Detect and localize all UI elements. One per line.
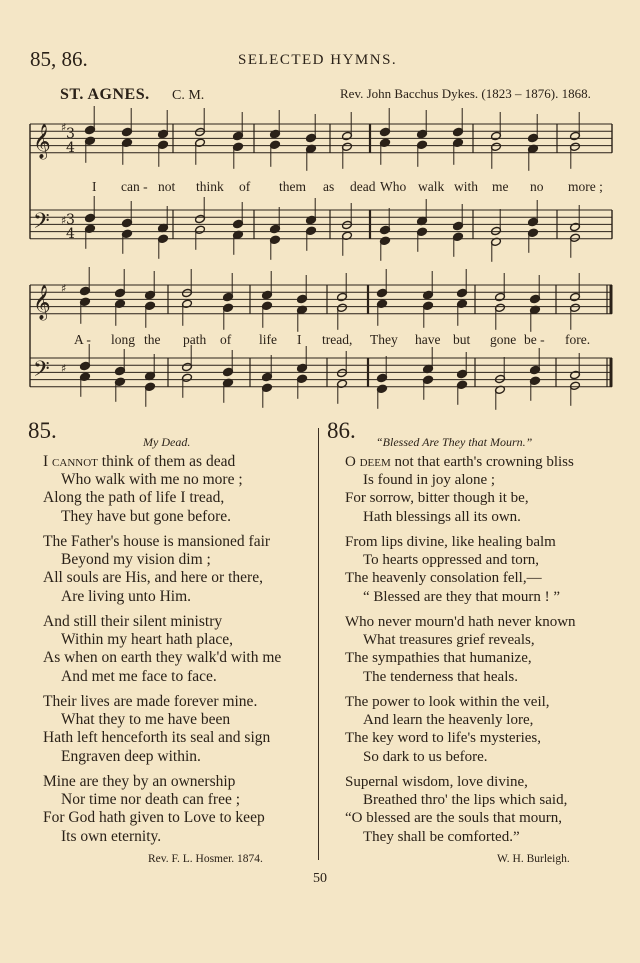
- lyric-line-1-syllable: dead: [350, 179, 376, 194]
- time-signature-top: 3: [66, 212, 75, 228]
- verse-line: And still their silent ministry: [43, 613, 223, 630]
- lyric-line-2-syllable: life: [259, 332, 277, 347]
- verse-line: Is found in joy alone ;: [363, 472, 496, 489]
- lyric-line-1-syllable: can -: [121, 179, 148, 194]
- hymn-85-stanza-2: [43, 533, 270, 606]
- verse-line: The heavenly consolation fell,—: [345, 570, 542, 587]
- lyric-line-2-syllable: of: [220, 332, 232, 347]
- lyric-line-1-syllable: no: [530, 179, 544, 194]
- verse-line: The power to look within the veil,: [345, 694, 550, 710]
- page-number: 50: [313, 871, 327, 886]
- verse-line: Mine are they by an ownership: [43, 773, 236, 790]
- hymn-86-stanza-3: [345, 613, 576, 686]
- lyric-line-1-syllable: think: [196, 179, 224, 194]
- verse-line: Nor time nor death can free ;: [61, 791, 241, 809]
- lyric-line-1-syllable: I: [92, 179, 97, 194]
- verse-line: For sorrow, bitter though it be,: [345, 490, 529, 507]
- hymn-86-stanza-1: [345, 453, 574, 526]
- hymn-85-author-credit: Rev. F. L. Hosmer. 1874.: [148, 853, 263, 865]
- verse-line: All souls are His, and here or there,: [43, 569, 263, 587]
- hymn-86-stanza-2: [345, 533, 560, 606]
- verse-line: What treasures grief reveals,: [363, 632, 535, 649]
- music-score: [0, 0, 640, 420]
- hymn-85-stanza-1: [43, 453, 243, 526]
- lyric-line-2-syllable: fore.: [565, 332, 591, 347]
- lyric-line-2-syllable: path: [183, 332, 207, 347]
- time-signature-top: 3: [66, 126, 75, 142]
- hymn-86-subtitle: “Blessed Are They that Mourn.”: [376, 435, 533, 449]
- verse-line: Their lives are made forever mine.: [43, 693, 258, 710]
- treble-clef: 𝄞: [33, 285, 51, 320]
- key-signature-sharp: ♯: [61, 214, 67, 227]
- verse-line: They have but gone before.: [61, 507, 232, 525]
- verse-line: To hearts oppressed and torn,: [363, 552, 539, 569]
- lyric-line-2-syllable: the: [144, 332, 161, 347]
- key-signature-sharp: ♯: [61, 282, 67, 295]
- verse-line: So dark to us before.: [363, 748, 488, 765]
- verse-line: Beyond my vision dim ;: [61, 551, 211, 569]
- lyric-line-2-syllable: have: [415, 332, 441, 347]
- hymn-86-stanza-4: [345, 693, 550, 766]
- verse-line: From lips divine, like healing balm: [345, 534, 556, 550]
- verse-line: They shall be comforted.”: [363, 828, 520, 845]
- hymn-85-stanza-5: [43, 773, 265, 846]
- hymn-86-author-credit: W. H. Burleigh.: [497, 853, 570, 865]
- verse-line: Hath blessings all its own.: [363, 508, 521, 525]
- tune-name: ST. AGNES.: [60, 86, 150, 103]
- page-title: SELECTED HYMNS.: [238, 52, 398, 68]
- verse-line: And met me face to face.: [61, 667, 217, 685]
- hymn-86-number: 86.: [327, 418, 356, 443]
- verse-line: O deem not that earth's crowning bliss: [345, 454, 574, 470]
- lyric-line-2-syllable: tread,: [322, 332, 353, 347]
- lyric-line-1-syllable: as: [323, 179, 335, 194]
- verse-line: Who walk with me no more ;: [61, 471, 243, 489]
- verse-line: “ Blessed are they that mourn ! ”: [363, 588, 561, 605]
- key-signature-sharp: ♯: [61, 121, 67, 134]
- verse-line: The Father's house is mansioned fair: [43, 533, 271, 550]
- lyric-line-1-syllable: with: [454, 179, 479, 194]
- lyric-line-1-syllable: walk: [418, 179, 445, 194]
- verse-line: What they to me have been: [61, 711, 231, 729]
- lyric-line-2-syllable: but: [453, 332, 471, 347]
- key-signature-sharp: ♯: [61, 362, 67, 375]
- verse-line: The tenderness that heals.: [363, 668, 518, 685]
- hymn-85-subtitle: My Dead.: [143, 435, 191, 449]
- time-signature-bottom: 4: [66, 140, 75, 156]
- time-signature-bottom: 4: [66, 226, 75, 242]
- hymn-85-stanza-4: [43, 693, 270, 766]
- bass-clef: 𝄢: [33, 209, 50, 239]
- lyric-line-2-syllable: long: [111, 332, 136, 347]
- lyric-line-2-syllable: They: [370, 332, 398, 347]
- hymn-86-stanza-5: [345, 773, 567, 846]
- hymn-85-stanza-3: [43, 613, 281, 686]
- verse-line: Are living unto Him.: [61, 587, 192, 605]
- lyric-line-1-syllable: not: [158, 179, 176, 194]
- lyric-line-1-syllable: them: [279, 179, 306, 194]
- verse-line: As when on earth they walk'd with me: [43, 649, 282, 667]
- tune-composer-credit: Rev. John Bacchus Dykes. (1823 – 1876). 1868.: [340, 86, 591, 101]
- column-divider: [318, 428, 319, 860]
- bass-clef: 𝄢: [33, 357, 50, 387]
- hymn-numbers: 85, 86.: [30, 47, 88, 71]
- verse-line: Who never mourn'd hath never known: [345, 614, 576, 630]
- verse-line: For God hath given to Love to keep: [43, 809, 265, 827]
- lyric-line-1-syllable: more ;: [568, 179, 603, 194]
- verse-line: The key word to life's mysteries,: [345, 730, 541, 747]
- verse-line: Its own eternity.: [61, 827, 162, 845]
- verse-line: I cannot think of them as dead: [43, 453, 236, 470]
- verse-line: Breathed thro' the lips which said,: [363, 792, 568, 809]
- verse-line: “O blessed are the souls that mourn,: [345, 810, 563, 827]
- verse-line: And learn the heavenly lore,: [363, 712, 534, 729]
- lyric-line-1-syllable: Who: [380, 179, 407, 194]
- hymn-85-number: 85.: [28, 418, 57, 443]
- lyric-line-1-syllable: of: [239, 179, 251, 194]
- tune-meter: C. M.: [172, 88, 205, 103]
- verse-line: Along the path of life I tread,: [43, 489, 225, 507]
- lyric-line-2-syllable: I: [297, 332, 302, 347]
- treble-clef: 𝄞: [33, 124, 51, 159]
- verse-line: The sympathies that humanize,: [345, 650, 532, 667]
- lyric-line-2-syllable: be -: [524, 332, 545, 347]
- verse-line: Hath left henceforth its seal and sign: [43, 729, 271, 747]
- verse-line: Supernal wisdom, love divine,: [345, 774, 528, 790]
- lyric-line-1-syllable: me: [492, 179, 509, 194]
- lyric-line-2-syllable: gone: [490, 332, 517, 347]
- verse-line: Engraven deep within.: [61, 747, 201, 765]
- lyric-line-2-syllable: A -: [74, 332, 91, 347]
- verse-line: Within my heart hath place,: [61, 631, 233, 649]
